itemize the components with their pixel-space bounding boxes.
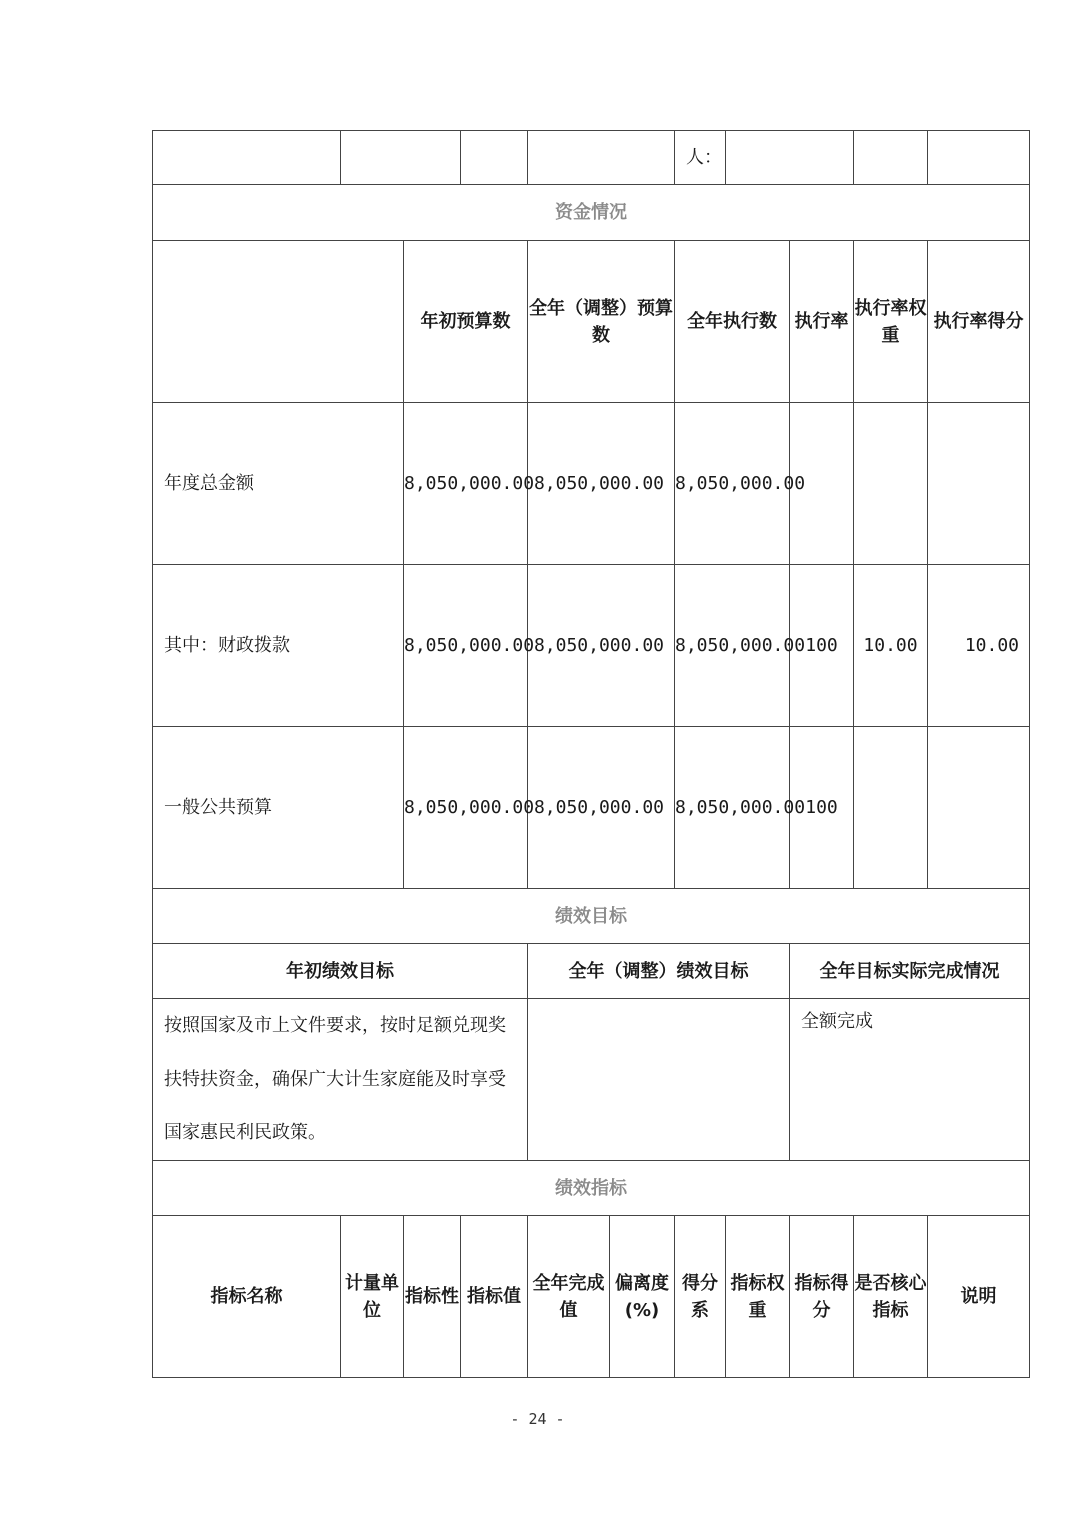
fund-row-name: 年度总金额	[153, 403, 404, 565]
adjusted-amount: 8,050,000.00	[528, 403, 675, 565]
actual-completion-text: 全额完成	[790, 999, 1030, 1161]
fund-section-title: 资金情况	[153, 185, 1030, 241]
fund-row-fiscal	[153, 565, 1030, 727]
person-label: 人：	[675, 131, 726, 185]
fund-row-name: 一般公共预算	[153, 727, 404, 889]
header-indicator-value: 指标值	[461, 1216, 528, 1378]
rate-score	[928, 727, 1030, 889]
adjusted-amount: 8,050,000.00	[528, 565, 675, 727]
header-nature: 指标性	[404, 1216, 461, 1378]
rate-weight	[854, 727, 928, 889]
empty-cell	[153, 131, 341, 185]
indicator-section-title: 绩效指标	[153, 1161, 1030, 1216]
empty-cell	[461, 131, 528, 185]
initial-amount: 8,050,000.00	[404, 403, 528, 565]
exec-rate: 100	[790, 727, 854, 889]
header-indicator-weight: 指标权重	[726, 1216, 790, 1378]
adjusted-goal-text	[528, 999, 790, 1161]
empty-cell	[528, 131, 675, 185]
empty-cell	[928, 131, 1030, 185]
header-rate-score: 执行率得分	[928, 241, 1030, 403]
empty-cell	[341, 131, 461, 185]
empty-cell	[726, 131, 854, 185]
header-indicator-name: 指标名称	[153, 1216, 341, 1378]
page-number: - 24 -	[510, 1410, 565, 1428]
initial-amount: 8,050,000.00	[404, 565, 528, 727]
exec-rate: 100	[790, 565, 854, 727]
header-core-indicator: 是否核心指标	[854, 1216, 928, 1378]
fund-row-name: 其中：财政拨款	[153, 565, 404, 727]
fund-row-total	[153, 403, 1030, 565]
rate-score: 10.00	[928, 565, 1030, 727]
header-completed-value: 全年完成值	[528, 1216, 610, 1378]
rate-score	[928, 403, 1030, 565]
header-executed: 全年执行数	[675, 241, 790, 403]
executed-amount: 8,050,000.00	[675, 565, 790, 727]
rate-weight: 10.00	[854, 565, 928, 727]
header-adjusted-budget: 全年（调整）预算数	[528, 241, 675, 403]
header-exec-rate: 执行率	[790, 241, 854, 403]
goal-section-title: 绩效目标	[153, 889, 1030, 944]
header-adjusted-goal: 全年（调整）绩效目标	[528, 944, 790, 999]
fund-row-general	[153, 727, 1030, 889]
header-rate-weight: 执行率权重	[854, 241, 928, 403]
header-score-coef: 得分系	[675, 1216, 726, 1378]
rate-weight	[854, 403, 928, 565]
executed-amount: 8,050,000.00	[675, 727, 790, 889]
adjusted-amount: 8,050,000.00	[528, 727, 675, 889]
header-initial-budget: 年初预算数	[404, 241, 528, 403]
header-unit: 计量单位	[341, 1216, 404, 1378]
header-initial-goal: 年初绩效目标	[153, 944, 528, 999]
performance-table	[152, 130, 1030, 1378]
header-note: 说明	[928, 1216, 1030, 1378]
header-indicator-score: 指标得分	[790, 1216, 854, 1378]
initial-goal-text: 按照国家及市上文件要求，按时足额兑现奖扶特扶资金，确保广大计生家庭能及时享受国家惠民利民政策。	[153, 999, 528, 1161]
empty-cell	[854, 131, 928, 185]
header-deviation: 偏离度(%)	[610, 1216, 675, 1378]
fund-header-blank	[153, 241, 404, 403]
executed-amount: 8,050,000.00	[675, 403, 790, 565]
initial-amount: 8,050,000.00	[404, 727, 528, 889]
header-actual-completion: 全年目标实际完成情况	[790, 944, 1030, 999]
